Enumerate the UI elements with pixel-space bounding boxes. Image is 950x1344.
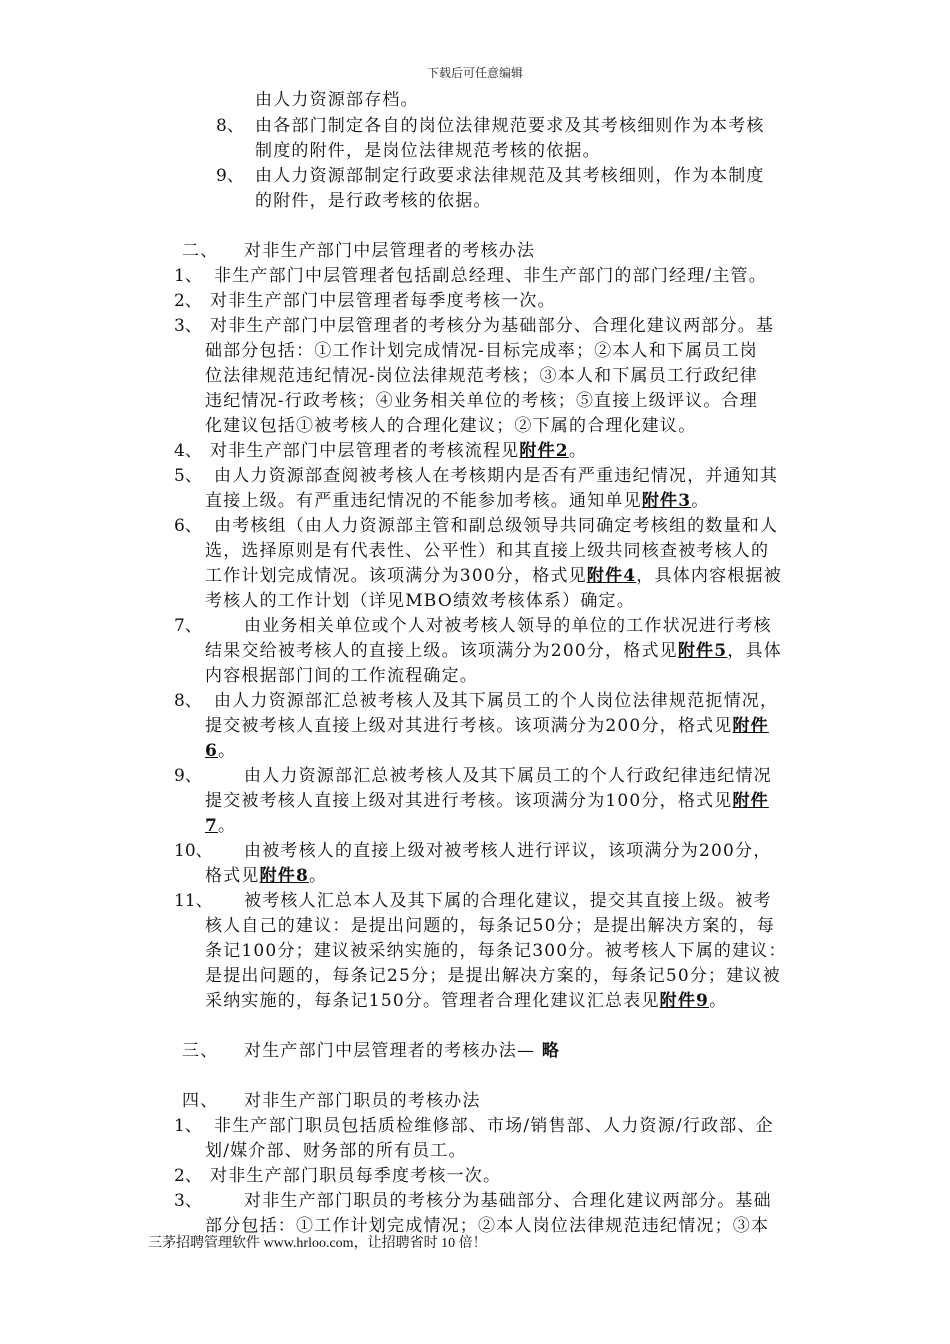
list-number: 11、	[174, 891, 213, 911]
text-line	[205, 989, 727, 1013]
text-line: 划/媒介部、财务部的所有员工。	[205, 1141, 467, 1161]
text-span: 结果交给被考核人的直接上级。该项满分为200分，格式见	[205, 641, 678, 661]
page-header: 下载后可任意编辑	[426, 66, 523, 80]
text-line: 违纪情况-行政考核；④业务相关单位的考核；⑤直接上级评议。合理	[205, 391, 758, 411]
list-number: 1、	[174, 1116, 202, 1136]
text-line: 部分包括：①工作计划完成情况；②本人岗位法律规范违纪情况；③本	[205, 1216, 770, 1236]
text-line: 位法律规范违纪情况-岗位法律规范考核；③本人和下属员工行政纪律	[205, 366, 758, 386]
text-span: 采纳实施的，每条记150分。管理者合理化建议汇总表见	[205, 991, 660, 1011]
text-line: 对非生产部门职员的考核分为基础部分、合理化建议两部分。基础	[244, 1191, 772, 1211]
section-title	[244, 1039, 560, 1063]
text-line	[205, 489, 709, 513]
section-number: 四、	[182, 1091, 219, 1111]
text-line: 的附件，是行政考核的依据。	[255, 191, 492, 211]
text-span: 。	[568, 441, 588, 461]
text-line: 由人力资源部查阅被考核人在考核期内是否有严重违纪情况，并通知其	[214, 466, 779, 486]
list-number: 9、	[216, 166, 244, 186]
attachment-link[interactable]: 7	[205, 816, 219, 836]
text-span: 。	[709, 991, 728, 1011]
omitted-label: 略	[541, 1041, 561, 1061]
attachment-link[interactable]: 附件	[732, 791, 769, 811]
text-line	[205, 564, 782, 588]
text-line: 由人力资源部存档。	[255, 90, 419, 110]
text-span: 。	[309, 866, 328, 886]
text-span: 。	[218, 816, 237, 836]
text-line: 被考核人汇总本人及其下属的合理化建议，提交其直接上级。被考	[244, 891, 772, 911]
list-number: 8、	[174, 691, 202, 711]
section-number: 二、	[182, 241, 219, 261]
list-number: 2、	[174, 1166, 202, 1186]
text-line: 由人力资源部汇总被考核人及其下属员工的个人行政纪律违纪情况	[244, 766, 772, 786]
attachment-link[interactable]: 附件3	[641, 491, 692, 511]
attachment-link[interactable]: 附件2	[519, 441, 569, 461]
list-number: 8、	[216, 116, 244, 136]
text-line: 对非生产部门职员每季度考核一次。	[210, 1166, 502, 1186]
text-line: 条记100分；建议被采纳实施的，每条记300分。被考核人下属的建议：	[205, 941, 787, 961]
text-line: 非生产部门职员包括质检维修部、市场/销售部、人力资源/行政部、企	[214, 1116, 774, 1136]
attachment-link[interactable]: 附件	[732, 716, 769, 736]
text-line	[205, 714, 769, 738]
text-span: ，具体	[727, 641, 782, 661]
text-line: 内容根据部门间的工作流程确定。	[205, 666, 478, 686]
text-line: 由人力资源部制定行政要求法律规范及其考核细则，作为本制度	[255, 166, 765, 186]
page-footer: 三茅招聘管理软件 www.hrloo.com，让招聘省时 10 倍！	[148, 1236, 487, 1251]
text-line: 由各部门制定各自的岗位法律规范要求及其考核细则作为本考核	[255, 116, 765, 136]
section-title: 对非生产部门职员的考核办法	[244, 1091, 481, 1111]
text-span: 格式见	[205, 866, 260, 886]
list-number: 10、	[174, 841, 213, 861]
list-number: 1、	[174, 266, 202, 286]
attachment-link[interactable]: 6	[205, 741, 219, 761]
text-line	[210, 439, 587, 463]
section-number: 三、	[182, 1041, 219, 1061]
text-line	[205, 739, 236, 763]
text-line: 由人力资源部汇总被考核人及其下属员工的个人岗位法律规范扼情况，	[214, 691, 779, 711]
text-line: 是提出问题的，每条记25分；是提出解决方案的，每条记50分；建议被	[205, 966, 781, 986]
text-line: 对非生产部门中层管理者的考核分为基础部分、合理化建议两部分。基	[210, 316, 775, 336]
attachment-link[interactable]: 附件5	[677, 641, 728, 661]
list-number: 7、	[174, 616, 202, 636]
text-span: 提交被考核人直接上级对其进行考核。该项满分为100分，格式见	[205, 791, 733, 811]
text-span: 对生产部门中层管理者的考核办法—	[244, 1041, 536, 1061]
text-span: 。	[218, 741, 237, 761]
text-span: 工作计划完成情况。该项满分为300分，格式见	[205, 566, 587, 586]
attachment-link[interactable]: 附件4	[586, 566, 637, 586]
list-number: 2、	[174, 291, 202, 311]
list-number: 4、	[174, 441, 202, 461]
text-line	[205, 864, 327, 888]
text-line: 考核人的工作计划（详见MBO绩效考核体系）确定。	[205, 591, 635, 611]
list-number: 6、	[174, 516, 202, 536]
text-line: 由被考核人的直接上级对被考核人进行评议，该项满分为200分，	[244, 841, 772, 861]
list-number: 3、	[174, 316, 202, 336]
text-span: ，具体内容根据被	[636, 566, 782, 586]
text-line: 对非生产部门中层管理者每季度考核一次。	[210, 291, 556, 311]
text-line: 础部分包括：①工作计划完成情况-目标完成率；②本人和下属员工岗	[205, 341, 758, 361]
text-span: 直接上级。有严重违纪情况的不能参加考核。通知单见	[205, 491, 642, 511]
list-number: 3、	[174, 1191, 202, 1211]
attachment-link[interactable]: 附件9	[659, 991, 710, 1011]
text-line: 制度的附件，是岗位法律规范考核的依据。	[255, 141, 601, 161]
text-line	[205, 639, 782, 663]
text-line: 由业务相关单位或个人对被考核人领导的单位的工作状况进行考核	[244, 616, 772, 636]
text-line	[205, 789, 769, 813]
text-line: 由考核组（由人力资源部主管和副总级领导共同确定考核组的数量和人	[214, 516, 779, 536]
text-line: 核人自己的建议：是提出问题的，每条记50分；是提出解决方案的，每	[205, 916, 776, 936]
text-line: 化建议包括①被考核人的合理化建议；②下属的合理化建议。	[205, 416, 697, 436]
list-number: 5、	[174, 466, 202, 486]
text-span: 。	[691, 491, 710, 511]
text-span: 对非生产部门中层管理者的考核流程见	[210, 441, 520, 461]
text-line: 非生产部门中层管理者包括副总经理、非生产部门的部门经理/主管。	[214, 266, 767, 286]
text-span: 提交被考核人直接上级对其进行考核。该项满分为200分，格式见	[205, 716, 733, 736]
section-title: 对非生产部门中层管理者的考核办法	[244, 241, 536, 261]
list-number: 9、	[174, 766, 202, 786]
text-line	[205, 814, 236, 838]
attachment-link[interactable]: 附件8	[259, 866, 310, 886]
text-line: 选，选择原则是有代表性、公平性）和其直接上级共同核查被考核人的	[205, 541, 770, 561]
